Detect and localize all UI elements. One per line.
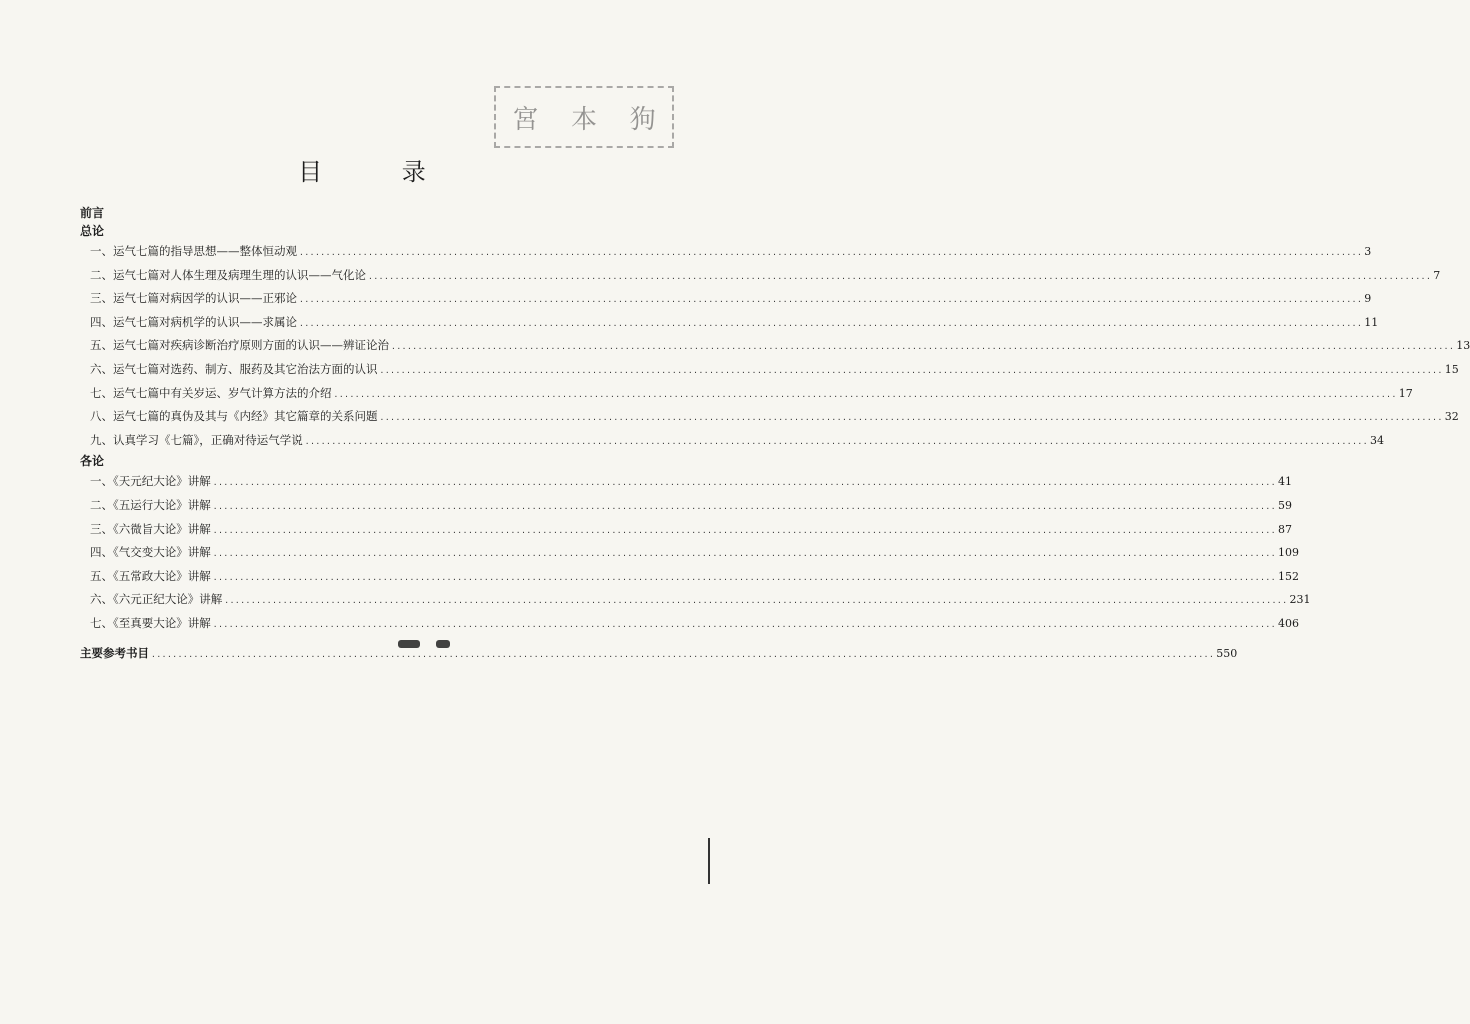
- toc-entry-title: 五、《五常政大论》讲解: [90, 568, 211, 583]
- toc-entry-page: 231: [1289, 593, 1311, 607]
- dot-leader: ........................................................................................................................................................................................................: [379, 365, 1443, 375]
- toc-entry[interactable]: [80, 405, 1459, 429]
- dot-leader: ........................................................................................................................................................................................................: [368, 271, 1432, 281]
- toc-entry-title: 七、运气七篇中有关岁运、岁气计算方法的介绍: [90, 385, 332, 400]
- dot-leader: ........................................................................................................................................................................................................: [379, 413, 1443, 423]
- toc-entry[interactable]: [80, 612, 1300, 636]
- table-of-contents: [80, 204, 1470, 665]
- toc-entry-page: 109: [1278, 546, 1300, 560]
- toc-entry-title: 六、运气七篇对选药、制方、服药及其它治法方面的认识: [90, 361, 378, 376]
- toc-entry[interactable]: [80, 311, 1379, 335]
- toc-entry[interactable]: [80, 588, 1311, 612]
- toc-entry[interactable]: [80, 470, 1293, 494]
- toc-entry[interactable]: [80, 264, 1441, 288]
- toc-entry-page: 152: [1278, 569, 1300, 583]
- dot-leader: ........................................................................................................................................................................................................: [212, 501, 1277, 511]
- dot-leader: ........................................................................................................................................................................................................: [224, 596, 1288, 606]
- dot-leader: ........................................................................................................................................................................................................: [212, 525, 1277, 535]
- dot-leader: ........................................................................................................................................................................................................: [333, 389, 1397, 399]
- toc-entry[interactable]: [80, 358, 1459, 382]
- ink-blot: [398, 640, 420, 648]
- dot-leader: ........................................................................................................................................................................................................: [212, 549, 1277, 559]
- toc-entry[interactable]: [80, 334, 1470, 358]
- toc-entry-page: 550: [1216, 646, 1238, 660]
- toc-entry[interactable]: [80, 518, 1293, 542]
- toc-entry-title: 八、运气七篇的真伪及其与《内经》其它篇章的关系问题: [90, 409, 378, 424]
- toc-entry-page: 406: [1278, 616, 1300, 630]
- toc-entry-page: 32: [1444, 410, 1459, 424]
- toc-entry-title: 四、《气交变大论》讲解: [90, 545, 211, 560]
- toc-entry[interactable]: [80, 287, 1372, 311]
- toc-entry-title: 三、运气七篇对病因学的认识——正邪论: [90, 291, 297, 306]
- section-heading-general: 总论: [80, 224, 105, 238]
- toc-entry-page: 13: [1456, 339, 1470, 353]
- toc-entry[interactable]: [80, 382, 1413, 406]
- toc-entry-title: 九、认真学习《七篇》，正确对待运气学说: [90, 432, 303, 447]
- toc-entry-page: 59: [1278, 498, 1293, 512]
- toc-entry-title: 四、运气七篇对病机学的认识——求属论: [90, 314, 297, 329]
- toc-entry-page: 15: [1444, 362, 1459, 376]
- toc-entry[interactable]: [80, 565, 1300, 589]
- toc-entry-title: 七、《至真要大论》讲解: [90, 615, 211, 630]
- toc-entry-page: 41: [1278, 475, 1293, 489]
- toc-entry-title: 六、《六元正纪大论》讲解: [90, 592, 223, 607]
- scan-edge-mark: [708, 838, 710, 884]
- dot-leader: ........................................................................................................................................................................................................: [304, 436, 1369, 446]
- toc-entry-title: 二、《五运行大论》讲解: [90, 497, 211, 512]
- toc-entry-page: 87: [1278, 522, 1293, 536]
- toc-entry[interactable]: [80, 240, 1372, 264]
- toc-entry-title: 主要参考书目: [80, 645, 149, 660]
- dot-leader: ........................................................................................................................................................................................................: [299, 318, 1363, 328]
- dot-leader: ........................................................................................................................................................................................................: [151, 649, 1215, 659]
- toc-entry-title: 五、运气七篇对疾病诊断治疗原则方面的认识——辨证论治: [90, 338, 389, 353]
- toc-entry-title: 一、运气七篇的指导思想——整体恒动观: [90, 244, 297, 258]
- dot-leader: ........................................................................................................................................................................................................: [299, 295, 1363, 305]
- stamp-glyph: 宮: [512, 104, 539, 135]
- section-heading-preface: 前言: [80, 206, 105, 220]
- dot-leader: ........................................................................................................................................................................................................: [212, 572, 1277, 582]
- stamp-glyph: 狗: [629, 104, 656, 135]
- dot-leader: ........................................................................................................................................................................................................: [391, 342, 1455, 352]
- ink-blot: [436, 640, 450, 648]
- toc-entry-page: 17: [1398, 386, 1413, 400]
- dot-leader: ........................................................................................................................................................................................................: [212, 478, 1277, 488]
- toc-entry-references[interactable]: [80, 642, 1238, 666]
- toc-entry[interactable]: [80, 494, 1293, 518]
- toc-entry-page: 7: [1433, 268, 1441, 282]
- dot-leader: ........................................................................................................................................................................................................: [299, 248, 1363, 257]
- toc-entry-title: 二、运气七篇对人体生理及病理生理的认识——气化论: [90, 267, 366, 282]
- page-title: 目 录: [298, 158, 462, 186]
- toc-entry-page: 9: [1364, 292, 1372, 306]
- toc-entry-title: 一、《天元纪大论》讲解: [90, 474, 211, 489]
- dot-leader: ........................................................................................................................................................................................................: [212, 619, 1277, 629]
- section-heading-specific: 各论: [80, 454, 105, 469]
- library-stamp: [494, 86, 674, 148]
- toc-entry-page: 3: [1364, 245, 1372, 258]
- toc-entry-page: 11: [1364, 315, 1379, 329]
- toc-entry-page: 34: [1370, 433, 1385, 447]
- toc-entry-title: 三、《六微旨大论》讲解: [90, 521, 211, 536]
- toc-entry[interactable]: [80, 429, 1385, 453]
- stamp-glyph: 本: [570, 104, 597, 135]
- toc-entry[interactable]: [80, 541, 1300, 565]
